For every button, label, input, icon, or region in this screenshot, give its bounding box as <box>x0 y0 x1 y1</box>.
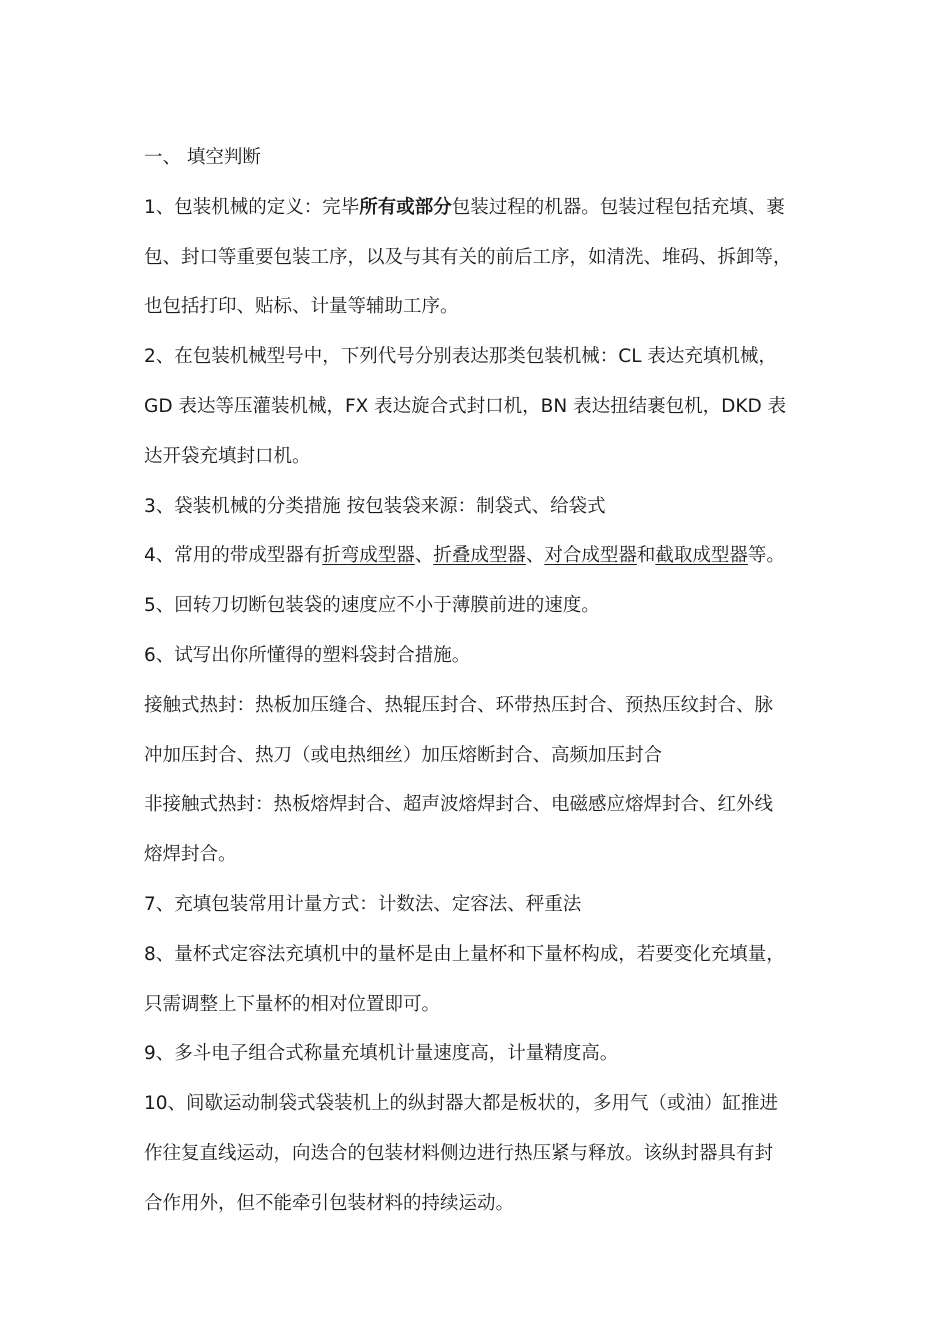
paragraph-item-5 <box>144 581 814 631</box>
text-line <box>144 930 814 980</box>
text-segment: 7、充填包装常用计量方式：计数法、定容法、秤重法 <box>144 893 582 915</box>
text-segment: 3、袋装机械的分类措施 按包装袋来源：制袋式、给袋式 <box>144 495 606 517</box>
text-line <box>144 183 814 233</box>
text-line <box>144 1129 814 1179</box>
paragraph-item-8 <box>144 930 814 1030</box>
paragraph-item-2 <box>144 332 814 481</box>
text-line <box>144 731 814 781</box>
paragraph-item-4 <box>144 531 814 581</box>
text-line <box>144 432 814 482</box>
text-segment: 达开袋充填封口机。 <box>144 445 311 467</box>
text-line <box>144 1029 814 1079</box>
paragraph-item-3 <box>144 482 814 532</box>
text-line <box>144 581 814 631</box>
document-body <box>144 133 814 1229</box>
section-heading: 一、 填空判断 <box>144 147 261 168</box>
text-segment: 作往复直线运动，向迭合的包装材料侧边进行热压紧与释放。该纵封器具有封 <box>144 1142 774 1164</box>
underlined-text: 截取成型器 <box>655 545 748 567</box>
text-segment: 也包括打印、贴标、计量等辅助工序。 <box>144 296 459 318</box>
text-segment: 8、量杯式定容法充填机中的量杯是由上量杯和下量杯构成，若要变化充填量， <box>144 943 785 965</box>
text-segment: 10、间歇运动制袋式袋装机上的纵封器大都是板状的，多用气（或油）缸推进 <box>144 1093 779 1115</box>
text-segment: 熔焊封合。 <box>144 844 237 866</box>
text-line <box>144 332 814 382</box>
text-segment: 非接触式热封：热板熔焊封合、超声波熔焊封合、电磁感应熔焊封合、红外线 <box>144 794 774 816</box>
paragraph-item-9 <box>144 1029 814 1079</box>
text-segment: 包装过程的机器。包装过程包括充填、裹 <box>451 196 785 218</box>
text-segment: 、 <box>414 545 434 567</box>
text-segment: 5、回转刀切断包装袋的速度应不小于薄膜前进的速度。 <box>144 595 600 617</box>
text-line <box>144 1079 814 1129</box>
text-segment: 接触式热封：热板加压缝合、热辊压封合、环带热压封合、预热压纹封合、脉 <box>144 694 774 716</box>
text-line <box>144 830 814 880</box>
text-line <box>144 880 814 930</box>
text-segment: 冲加压封合、热刀（或电热细丝）加压熔断封合、高频加压封合 <box>144 744 663 766</box>
text-line <box>144 980 814 1030</box>
text-segment: 等。 <box>747 545 785 567</box>
text-line <box>144 233 814 283</box>
text-line <box>144 382 814 432</box>
text-line <box>144 780 814 830</box>
text-segment: 、 <box>525 545 545 567</box>
text-segment: 只需调整上下量杯的相对位置即可。 <box>144 993 441 1015</box>
paragraph-item-6 <box>144 631 814 880</box>
text-segment: 6、试写出你所懂得的塑料袋封合措施。 <box>144 644 471 666</box>
underlined-text: 折弯成型器 <box>322 545 415 567</box>
bold-text: 所有或部分 <box>359 196 452 218</box>
text-line <box>144 282 814 332</box>
paragraph-item-7 <box>144 880 814 930</box>
underlined-text: 折叠成型器 <box>433 545 526 567</box>
paragraph-item-10 <box>144 1079 814 1228</box>
text-segment: GD 表达等压灌装机械，FX 表达旋合式封口机，BN 表达扭结裹包机，DKD 表 <box>144 395 787 417</box>
text-line <box>144 482 814 532</box>
text-segment: 1、包装机械的定义：完毕 <box>144 196 360 218</box>
text-line <box>144 531 814 581</box>
text-segment: 9、多斗电子组合式称量充填机计量速度高，计量精度高。 <box>144 1043 619 1065</box>
text-segment: 合作用外，但不能牵引包装材料的持续运动。 <box>144 1192 515 1214</box>
text-line <box>144 631 814 681</box>
text-line <box>144 1179 814 1229</box>
text-line <box>144 681 814 731</box>
text-segment: 2、在包装机械型号中，下列代号分别表达那类包装机械：CL 表达充填机械， <box>144 346 777 368</box>
text-segment: 包、封口等重要包装工序，以及与其有关的前后工序，如清洗、堆码、拆卸等， <box>144 246 792 268</box>
text-segment: 4、常用的带成型器有 <box>144 545 323 567</box>
underlined-text: 对合成型器 <box>544 545 637 567</box>
text-segment: 和 <box>636 545 656 567</box>
paragraph-item-1 <box>144 183 814 332</box>
